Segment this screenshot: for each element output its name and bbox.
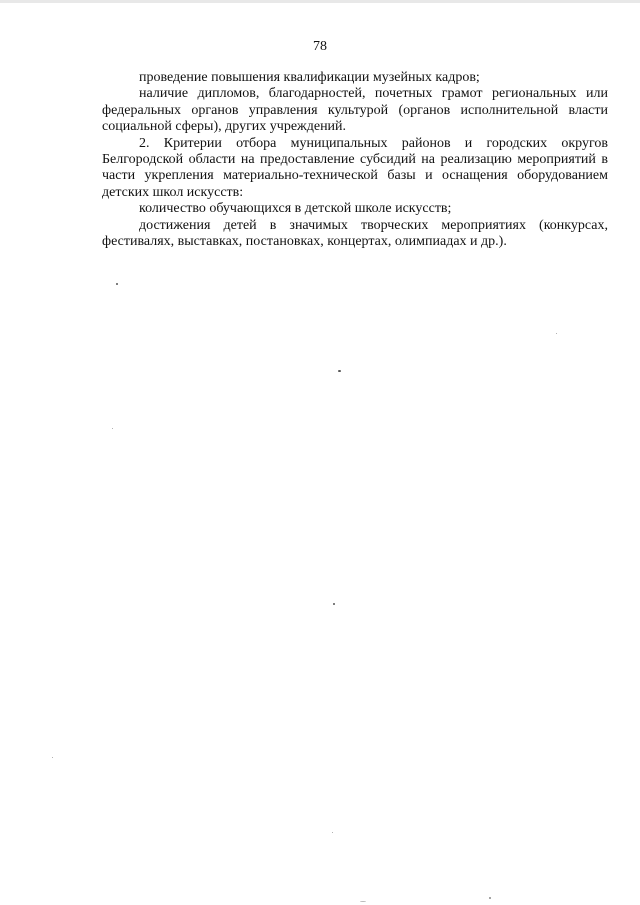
scan-speck <box>338 370 341 372</box>
paragraph-children-achievements: достижения детей в значимых творческих мероприятиях (конкурсах, фестивалях, выставках, постановках, концертах, олимпиадах и др.). <box>102 217 608 250</box>
scan-top-edge <box>0 0 640 3</box>
scan-speck <box>333 603 335 605</box>
paragraph-museum-staff-training: проведение повышения квалификации музейных кадров; <box>139 70 480 85</box>
scan-speck <box>556 333 557 334</box>
scan-speck <box>332 832 333 833</box>
paragraph-student-count: количество обучающихся в детской школе искусств; <box>139 201 452 217</box>
scan-speck <box>360 901 366 902</box>
scan-speck <box>489 897 491 899</box>
scan-speck <box>52 757 53 758</box>
scan-speck <box>112 428 113 429</box>
paragraph-selection-criteria: 2. Критерии отбора муниципальных районов и городских округов Белгородской области на предоставление субсидий на реализацию мероприятий в части укрепления материально-технической базы и оснащения оборудованием детских школ искусств: <box>102 135 608 200</box>
scan-speck <box>116 283 118 285</box>
document-body <box>102 70 608 250</box>
paragraph-awards-diplomas: наличие дипломов, благодарностей, почетных грамот региональных или федеральных органов управления культурой (органов исполнительной власти социальной сферы), других учреждений. <box>102 86 608 135</box>
page-number: 78 <box>313 39 327 54</box>
